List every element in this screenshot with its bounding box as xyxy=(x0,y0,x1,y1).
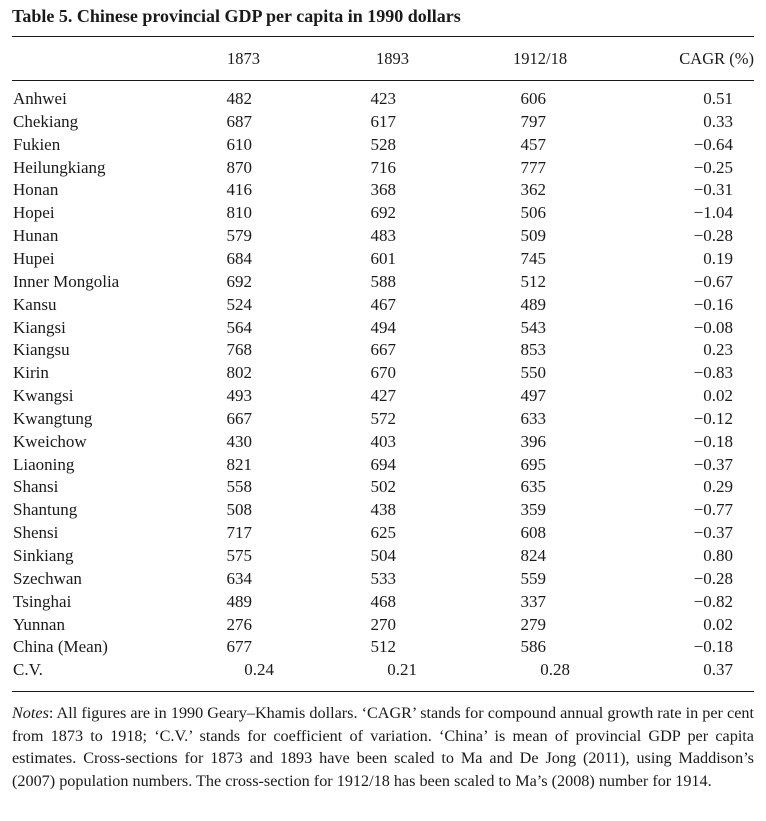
cell-1912-18: 608 xyxy=(520,523,546,543)
header-1893: 1893 xyxy=(376,49,409,68)
cell-1873: 802 xyxy=(226,363,252,383)
table-notes xyxy=(12,702,754,792)
cell-1912-18: 359 xyxy=(520,500,546,520)
cell-cagr: −0.31 xyxy=(693,180,733,200)
cell-1893: 601 xyxy=(370,248,396,268)
cell-1873: 870 xyxy=(226,157,252,177)
table-header xyxy=(12,48,754,71)
cell-1893: 403 xyxy=(370,431,396,451)
cell-1912-18: 824 xyxy=(520,546,546,565)
cell-1912-18: 337 xyxy=(520,591,546,611)
row-label: Liaoning xyxy=(13,454,75,474)
row-label: Chekiang xyxy=(13,111,79,131)
row-label: Anhwei xyxy=(13,89,67,108)
cell-cagr: −0.83 xyxy=(693,363,733,383)
cell-1893: 494 xyxy=(370,317,396,337)
table-row xyxy=(12,271,754,294)
cell-1873: 684 xyxy=(226,248,252,268)
table-row xyxy=(12,522,754,545)
table-row xyxy=(12,614,754,637)
cell-1912-18: 396 xyxy=(520,431,546,451)
cell-1893: 588 xyxy=(370,271,396,291)
cell-cagr: −0.28 xyxy=(693,568,733,588)
cell-1873: 564 xyxy=(226,317,252,337)
cell-1912-18: 635 xyxy=(520,477,546,497)
cell-1912-18: 543 xyxy=(520,317,546,337)
row-label: Kwangsi xyxy=(13,386,74,406)
cell-cagr: 0.51 xyxy=(703,89,733,108)
cell-cagr: −1.04 xyxy=(693,203,733,223)
cell-cagr: 0.19 xyxy=(703,248,733,268)
cell-cagr: −0.08 xyxy=(693,317,733,337)
row-label: Kiangsu xyxy=(13,340,70,360)
row-label: Kweichow xyxy=(13,431,87,451)
table-row xyxy=(12,134,754,157)
row-label: Kirin xyxy=(13,363,49,383)
table-row xyxy=(12,317,754,340)
table-row xyxy=(12,431,754,454)
cell-cagr: 0.23 xyxy=(703,340,733,360)
table-row xyxy=(12,591,754,614)
cell-1873: 416 xyxy=(226,180,252,200)
row-label: Shantung xyxy=(13,500,78,520)
cell-cagr: −0.12 xyxy=(693,408,733,428)
cell-cagr: −0.67 xyxy=(693,271,733,291)
table-row xyxy=(12,88,754,111)
table-row xyxy=(12,294,754,317)
row-label: Hopei xyxy=(13,203,55,223)
header-1912-18: 1912/18 xyxy=(513,49,568,68)
cv-row xyxy=(12,659,754,682)
header-rule xyxy=(12,80,754,81)
cell-1893: 502 xyxy=(370,477,396,497)
row-label: Kwangtung xyxy=(13,408,93,428)
cell-1873: 692 xyxy=(226,271,252,291)
table-row xyxy=(12,454,754,477)
cell-1912-18: 0.28 xyxy=(540,660,570,680)
row-label: Honan xyxy=(13,180,59,200)
cell-cagr: −0.82 xyxy=(693,591,733,611)
table-row xyxy=(12,339,754,362)
cell-1893: 667 xyxy=(370,340,396,360)
cell-1873: 489 xyxy=(226,591,252,611)
cell-1893: 716 xyxy=(370,157,396,177)
row-label: Tsinghai xyxy=(13,591,72,611)
cell-1893: 427 xyxy=(370,386,396,406)
cell-1893: 625 xyxy=(370,523,396,543)
table-row xyxy=(12,568,754,591)
cell-1893: 0.21 xyxy=(387,660,417,680)
cell-1873: 430 xyxy=(226,431,252,451)
cell-1873: 610 xyxy=(226,134,252,154)
row-label: Hupei xyxy=(13,248,55,268)
cell-1873: 493 xyxy=(226,386,252,406)
cell-cagr: −0.64 xyxy=(693,134,733,154)
header-1873: 1873 xyxy=(227,49,260,68)
cell-cagr: −0.37 xyxy=(693,523,733,543)
bottom-rule xyxy=(12,691,754,692)
cell-1873: 667 xyxy=(226,408,252,428)
cell-1873: 558 xyxy=(226,477,252,497)
cell-1873: 768 xyxy=(226,340,252,360)
cell-cagr: −0.37 xyxy=(693,454,733,474)
cell-cagr: 0.29 xyxy=(703,477,733,497)
cell-1873: 508 xyxy=(226,500,252,520)
cell-cagr: 0.02 xyxy=(703,386,733,406)
cell-1893: 617 xyxy=(370,111,396,131)
row-label: Inner Mongolia xyxy=(13,271,120,291)
cell-1912-18: 509 xyxy=(520,226,546,246)
table-title: Table 5. Chinese provincial GDP per capita in 1990 dollars xyxy=(12,6,461,26)
cell-1912-18: 362 xyxy=(520,180,546,200)
table-row xyxy=(12,385,754,408)
cell-cagr: 0.80 xyxy=(703,546,733,565)
cell-1912-18: 586 xyxy=(520,637,546,657)
row-label: Sinkiang xyxy=(13,546,74,565)
cell-1912-18: 497 xyxy=(520,386,546,406)
cell-1893: 528 xyxy=(370,134,396,154)
cell-1873: 634 xyxy=(226,568,252,588)
cell-1873: 482 xyxy=(226,89,252,108)
table-row xyxy=(12,408,754,431)
row-label: China (Mean) xyxy=(13,637,108,657)
cell-1873: 717 xyxy=(226,523,252,543)
cell-1893: 572 xyxy=(370,408,396,428)
cell-1873: 810 xyxy=(226,203,252,223)
row-label: Hunan xyxy=(13,226,59,246)
cell-1893: 438 xyxy=(370,500,396,520)
table-row xyxy=(12,636,754,659)
cell-cagr: 0.02 xyxy=(703,614,733,634)
cell-1893: 467 xyxy=(370,294,396,314)
row-label: Kansu xyxy=(13,294,57,314)
cell-1873: 0.24 xyxy=(244,660,274,680)
cell-1873: 821 xyxy=(226,454,252,474)
cell-1893: 423 xyxy=(370,89,396,108)
cell-1912-18: 512 xyxy=(520,271,546,291)
cell-1912-18: 633 xyxy=(520,408,546,428)
cell-cagr: −0.77 xyxy=(693,500,733,520)
cell-1893: 692 xyxy=(370,203,396,223)
row-label: Shansi xyxy=(13,477,59,497)
table-row xyxy=(12,499,754,522)
cell-1893: 270 xyxy=(370,614,396,634)
cell-1893: 483 xyxy=(370,226,396,246)
row-label: Heilungkiang xyxy=(13,157,106,177)
cell-1893: 504 xyxy=(370,546,396,565)
cell-1912-18: 695 xyxy=(520,454,546,474)
cell-1912-18: 489 xyxy=(520,294,546,314)
cell-cagr: 0.33 xyxy=(703,111,733,131)
cell-cagr: −0.28 xyxy=(693,226,733,246)
cell-1912-18: 279 xyxy=(520,614,546,634)
cell-1893: 694 xyxy=(370,454,396,474)
cell-1893: 670 xyxy=(370,363,396,383)
cell-cagr: −0.18 xyxy=(693,431,733,451)
table-row xyxy=(12,179,754,202)
notes-text: : All figures are in 1990 Geary–Khamis dollars. ‘CAGR’ stands for compound annual growth rate in per cent from 1873 to 1918; ‘C.V.’ stands for coefficient of variation. ‘China’ is mean of provincial GDP per capita estimates. Cross-sections for 1873 and 1893 have been scaled to Ma and De Jong (2011), using Maddison’s (2007) population numbers. The cross-section for 1912/18 has been scaled to Ma’s (2008) number for 1914. xyxy=(12,704,754,790)
cell-1912-18: 797 xyxy=(520,111,546,131)
cell-cagr: −0.18 xyxy=(693,637,733,657)
cell-1912-18: 550 xyxy=(520,363,546,383)
cell-1893: 512 xyxy=(370,637,396,657)
header-cagr: CAGR (%) xyxy=(679,49,754,68)
table-row xyxy=(12,476,754,499)
cell-1873: 579 xyxy=(226,226,252,246)
table-row xyxy=(12,545,754,568)
cell-1912-18: 853 xyxy=(520,340,546,360)
row-label: C.V. xyxy=(13,660,43,680)
table-row xyxy=(12,248,754,271)
table-row xyxy=(12,157,754,180)
row-label: Fukien xyxy=(13,134,61,154)
table-row xyxy=(12,202,754,225)
cell-1912-18: 457 xyxy=(520,134,546,154)
cell-1893: 468 xyxy=(370,591,396,611)
cell-1912-18: 745 xyxy=(520,248,546,268)
cell-1873: 276 xyxy=(226,614,252,634)
table-row xyxy=(12,111,754,134)
cell-1873: 524 xyxy=(226,294,252,314)
cell-1912-18: 777 xyxy=(520,157,546,177)
cell-1873: 575 xyxy=(226,546,252,565)
cell-cagr: −0.25 xyxy=(693,157,733,177)
cell-cagr: 0.37 xyxy=(703,660,733,680)
top-rule xyxy=(12,36,754,37)
cell-1893: 533 xyxy=(370,568,396,588)
row-label: Yunnan xyxy=(13,614,65,634)
row-label: Shensi xyxy=(13,523,59,543)
notes-label: Notes xyxy=(12,704,49,722)
row-label: Kiangsi xyxy=(13,317,66,337)
cell-cagr: −0.16 xyxy=(693,294,733,314)
cell-1873: 687 xyxy=(226,111,252,131)
cell-1912-18: 506 xyxy=(520,203,546,223)
cell-1873: 677 xyxy=(226,637,252,657)
table-row xyxy=(12,362,754,385)
cell-1912-18: 559 xyxy=(520,568,546,588)
table-row xyxy=(12,225,754,248)
row-label: Szechwan xyxy=(13,568,82,588)
cell-1893: 368 xyxy=(370,180,396,200)
cell-1912-18: 606 xyxy=(520,89,546,108)
